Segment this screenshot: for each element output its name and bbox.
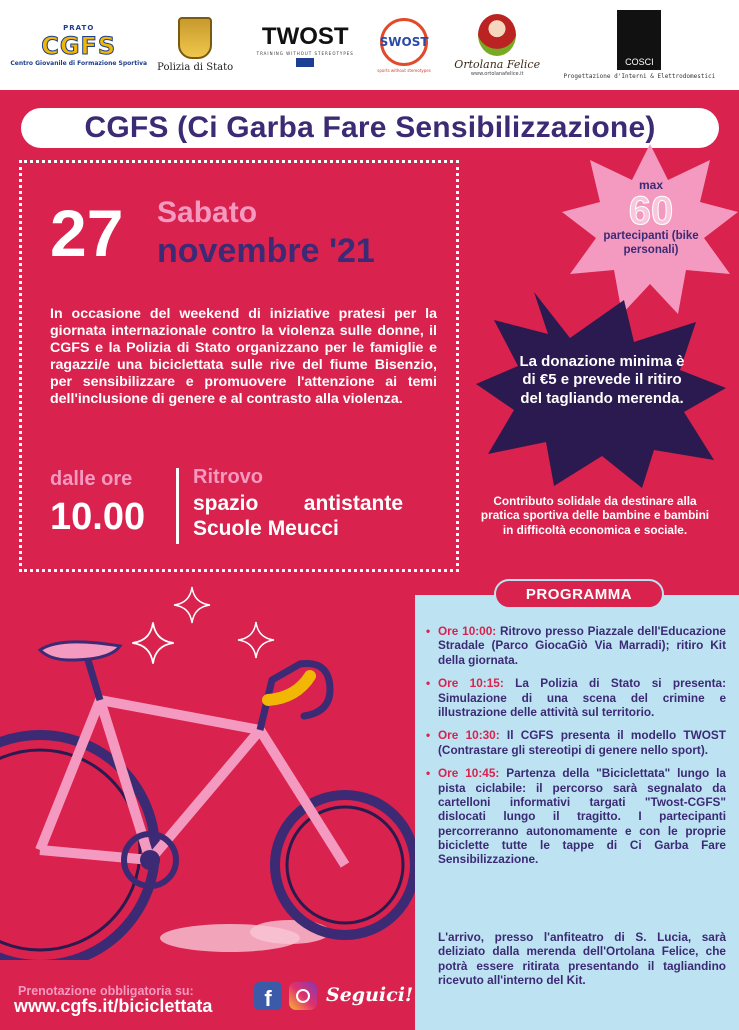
capacity-label: partecipanti (bike personali) [603,230,699,256]
program-item-text: Il CGFS presenta il modello TWOST (Contrastare gli stereotipi di genere nello sport). [438,728,726,757]
instagram-icon[interactable] [289,982,317,1010]
polizia-logo [157,17,233,73]
capacity-text [586,178,716,258]
donation-text: La donazione minima è di €5 e prevede il ritiro del tagliando merenda. [519,353,685,407]
polizia-logo-name: Polizia di Stato [157,62,234,73]
time-label: dalle ore [50,468,133,490]
swost-logo-name: SWOST [380,18,428,66]
capacity-max: max [638,178,664,192]
intro-paragraph: In occasione del weekend di iniziative pratesi per la giornata internazionale contro la violenza sulle donne, il CGFS e la Polizia di Stato organizzano per le famiglie e ragazzi/e una biciclettata sulle rive del fiume Bisenzio, per sensibilizzare e promuovere l'attenzione ai temi dell'inclusione di genere e al contrasto alla violenza. [50,306,437,408]
booking-label: Prenotazione obbligatoria su: [18,984,194,998]
cgfs-logo-name: CGFS [41,31,117,60]
program-final-note: L'arrivo, presso l'anfiteatro di S. Lucia, sarà deliziato dalla merenda dell'Ortolana Felice, che potrà essere ritirata presentando il tagliandino ricevuto all'interno del Kit. [438,930,726,988]
twost-logo-name: TWOST [261,23,349,50]
cgfs-logo-tagline: Centro Giovanile di Formazione Sportiva [10,59,148,67]
facebook-icon[interactable]: f [254,982,282,1010]
ortolana-logo-url: www.ortolanafelice.it [470,70,524,77]
cosci-logo [564,10,716,80]
program-item [426,728,726,757]
cosci-logo-tagline: Progettazione d'Interni & Elettrodomestici [563,72,716,80]
swost-logo [377,18,431,73]
program-item-text: Partenza della "Biciclettata" lungo la pista ciclabile: il percorso sarà segnalato da cartelloni informativi targati "Twost-CGFS" dislocati lungo il tragitto. I partecipanti percorreranno autonomamente e con le proprie biciclette tutte le tappe di Ci Garba Fare Sensibilizzazione. [438,766,726,867]
capacity-number: 60 [628,189,674,233]
time-value: 10.00 [50,496,146,538]
cosci-logo-name: COSCI [617,10,661,70]
date-day-number: 27 [50,196,124,270]
program-heading: PROGRAMMA [525,585,633,603]
program-item-time: Ore 10:45: [438,766,500,781]
follow-us-text: Seguici! [326,984,414,1006]
twost-logo [257,23,354,67]
program-list [426,624,726,876]
cgfs-logo-city: PRATO [63,23,95,32]
event-title: CGFS (Ci Garba Fare Sensibilizzazione) [84,111,656,144]
program-item [426,676,726,719]
date-weekday: Sabato [157,196,258,229]
program-heading-pill [494,579,664,609]
program-item-time: Ore 10:15: [438,676,504,691]
police-emblem-icon [178,17,212,59]
sparkle-icon [172,585,212,625]
date-month-year: novembre '21 [157,232,375,270]
ortolana-logo [454,14,540,77]
swost-logo-tagline: sports without stereotypes [377,67,431,73]
booking-link[interactable]: www.cgfs.it/biciclettata [14,996,213,1016]
eu-flag-icon [296,58,314,67]
bicycle-illustration [0,620,420,960]
twost-logo-tagline: TRAINING WITHOUT STEREOTYPES [256,51,354,56]
contribution-text: Contributo solidale da destinare alla pratica sportiva delle bambine e bambini in difficoltà economica e sociale. [480,494,710,537]
time-place-divider [176,468,179,544]
program-item [426,624,726,667]
place-label: Ritrovo [193,466,263,488]
program-item-time: Ore 10:00: [438,624,497,638]
place-value: spazio antistante Scuole Meucci [193,492,403,540]
program-item-time: Ore 10:30: [438,728,500,743]
ortolana-figure-icon [478,14,516,56]
program-item [426,766,726,867]
ortolana-logo-name: Ortolana Felice [454,57,541,71]
cgfs-logo [10,23,148,67]
program-item-text: Ritrovo presso Piazzale dell'Educazione Stradale (Parco GiocaGiò Via Marradi); ritiro Kit della giornata. [438,624,726,667]
logo-header [0,0,739,90]
program-item-text: La Polizia di Stato si presenta: Simulazione di una scena del crimine e illustrazione delle attività sul territorio. [438,676,726,719]
